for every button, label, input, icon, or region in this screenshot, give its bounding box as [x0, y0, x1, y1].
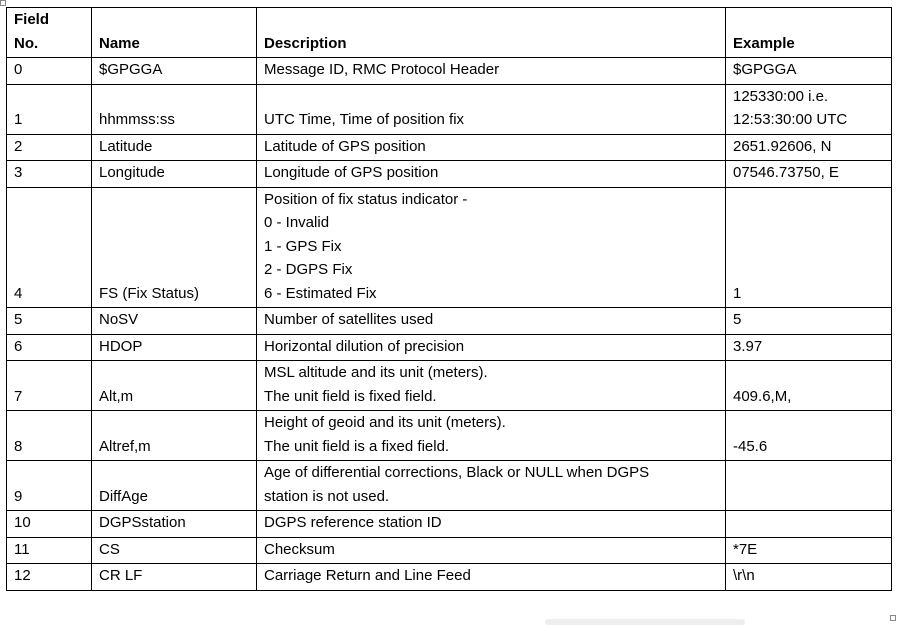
- description-cell: [257, 361, 726, 411]
- table-row: [7, 511, 892, 538]
- selection-handle-top-left: [0, 0, 6, 6]
- field-no-cell: 6: [7, 334, 92, 361]
- description-cell: [257, 187, 726, 308]
- description-cell: [257, 411, 726, 461]
- field-no-cell: 9: [7, 461, 92, 511]
- example-line: 12:53:30:00 UTC: [733, 111, 848, 128]
- field-no-cell: 10: [7, 511, 92, 538]
- example-cell: [726, 84, 892, 134]
- description-cell: [257, 537, 726, 564]
- header-field-no-line2: No.: [14, 34, 39, 52]
- name-cell: NoSV: [92, 308, 257, 335]
- example-line: 1: [733, 284, 742, 302]
- example-line: \r\n: [733, 567, 755, 584]
- description-line: UTC Time, Time of position fix: [264, 111, 465, 128]
- description-line: DGPS reference station ID: [264, 514, 442, 531]
- description-line: Message ID, RMC Protocol Header: [264, 61, 500, 78]
- field-no-cell: 1: [7, 84, 92, 134]
- description-line: Number of satellites used: [264, 311, 434, 328]
- table-row: [7, 537, 892, 564]
- example-line: *7E: [733, 540, 758, 558]
- field-no-cell: 2: [7, 134, 92, 161]
- description-line: Checksum: [264, 540, 335, 558]
- example-cell: [726, 361, 892, 411]
- field-no-cell: 8: [7, 411, 92, 461]
- description-line: 1 - GPS Fix: [264, 237, 342, 255]
- table-body: [7, 58, 892, 591]
- header-example: Example: [726, 8, 892, 58]
- example-cell: [726, 134, 892, 161]
- description-cell: [257, 308, 726, 335]
- description-line: Age of differential corrections, Black or NULL when DGPS: [264, 464, 650, 481]
- description-line: Latitude of GPS position: [264, 137, 426, 155]
- table-header-row: [7, 8, 892, 58]
- table-row: [7, 564, 892, 591]
- description-line: 0 - Invalid: [264, 214, 330, 231]
- example-cell: [726, 411, 892, 461]
- example-line: 07546.73750, E: [733, 164, 839, 181]
- description-line: Carriage Return and Line Feed: [264, 567, 471, 584]
- field-no-cell: 11: [7, 537, 92, 564]
- description-line: Longitude of GPS position: [264, 164, 439, 181]
- horizontal-scrollbar[interactable]: [545, 619, 745, 625]
- description-cell: [257, 511, 726, 538]
- description-cell: [257, 564, 726, 591]
- description-cell: [257, 58, 726, 85]
- table-row: [7, 58, 892, 85]
- table-row: [7, 161, 892, 188]
- header-name: Name: [92, 8, 257, 58]
- example-line: 2651.92606, N: [733, 137, 832, 155]
- description-line: 2 - DGPS Fix: [264, 261, 353, 278]
- field-no-cell: 3: [7, 161, 92, 188]
- example-cell: [726, 334, 892, 361]
- table-row: [7, 361, 892, 411]
- example-line: 409.6,M,: [733, 387, 792, 405]
- name-cell: CR LF: [92, 564, 257, 591]
- description-line: Position of fix status indicator -: [264, 190, 468, 208]
- header-field-no: [7, 8, 92, 58]
- example-cell: [726, 564, 892, 591]
- description-line: Horizontal dilution of precision: [264, 337, 465, 355]
- example-cell: [726, 537, 892, 564]
- description-cell: [257, 134, 726, 161]
- table-row: [7, 134, 892, 161]
- example-cell: [726, 58, 892, 85]
- name-cell: hhmmss:ss: [92, 84, 257, 134]
- table-row: [7, 411, 892, 461]
- description-line: The unit field is fixed field.: [264, 387, 437, 405]
- table-row: [7, 187, 892, 308]
- name-cell: CS: [92, 537, 257, 564]
- header-description: Description: [257, 8, 726, 58]
- name-cell: DGPSstation: [92, 511, 257, 538]
- name-cell: FS (Fix Status): [92, 187, 257, 308]
- name-cell: Longitude: [92, 161, 257, 188]
- field-no-cell: 0: [7, 58, 92, 85]
- description-line: Height of geoid and its unit (meters).: [264, 414, 506, 431]
- description-line: 6 - Estimated Fix: [264, 284, 377, 302]
- description-cell: [257, 461, 726, 511]
- description-line: station is not used.: [264, 487, 390, 505]
- name-cell: $GPGGA: [92, 58, 257, 85]
- example-cell: [726, 308, 892, 335]
- description-cell: [257, 84, 726, 134]
- field-no-cell: 4: [7, 187, 92, 308]
- example-cell: [726, 161, 892, 188]
- field-no-cell: 7: [7, 361, 92, 411]
- gps-field-table: [6, 7, 892, 591]
- name-cell: Altref,m: [92, 411, 257, 461]
- description-cell: [257, 334, 726, 361]
- example-cell: [726, 461, 892, 511]
- table-row: [7, 334, 892, 361]
- name-cell: Latitude: [92, 134, 257, 161]
- example-cell: [726, 187, 892, 308]
- name-cell: Alt,m: [92, 361, 257, 411]
- name-cell: HDOP: [92, 334, 257, 361]
- example-line: 125330:00 i.e.: [733, 87, 829, 105]
- table-row: [7, 461, 892, 511]
- description-cell: [257, 161, 726, 188]
- example-line: -45.6: [733, 437, 768, 455]
- example-line: 5: [733, 311, 742, 328]
- description-line: MSL altitude and its unit (meters).: [264, 364, 488, 381]
- field-no-cell: 5: [7, 308, 92, 335]
- header-field-no-line1: Field: [14, 11, 50, 28]
- name-cell: DiffAge: [92, 461, 257, 511]
- example-line: $GPGGA: [733, 61, 797, 78]
- field-no-cell: 12: [7, 564, 92, 591]
- description-line: The unit field is a fixed field.: [264, 437, 450, 455]
- table-row: [7, 84, 892, 134]
- example-line: 3.97: [733, 337, 763, 355]
- example-cell: [726, 511, 892, 538]
- selection-handle-bottom-right: [890, 615, 896, 621]
- table-row: [7, 308, 892, 335]
